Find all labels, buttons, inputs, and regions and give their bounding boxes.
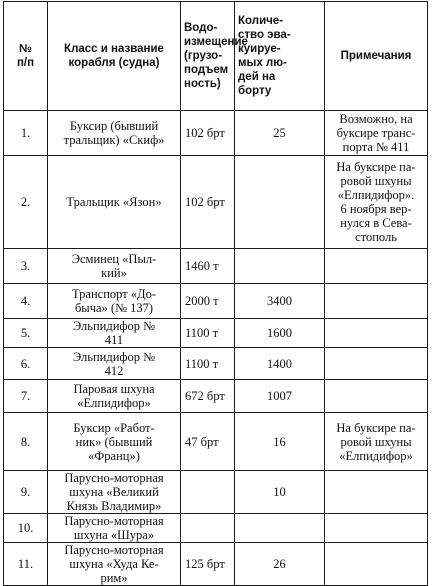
evacuees-count: 26 [235, 543, 325, 586]
header-ship-class-name [48, 2, 181, 111]
text-line: шхуна «Великий [69, 485, 159, 499]
ship-name [48, 249, 181, 284]
row-number: 5. [4, 319, 48, 348]
table-row [4, 543, 428, 586]
evacuees-count [235, 156, 325, 249]
text-line: п/п [16, 57, 35, 69]
text-line: Возможно, на [339, 112, 413, 126]
text-line: «Франц») [88, 448, 140, 463]
ship-displacement: 47 брт [181, 413, 235, 471]
text-line: Парусно-моторная [64, 543, 164, 557]
ship-name [48, 348, 181, 380]
text-line: ство эва- [238, 29, 291, 41]
text-line: дей на [238, 71, 276, 83]
text-line: На буксире па- [336, 420, 416, 435]
ship-name [48, 413, 181, 471]
evacuees-count: 3400 [235, 284, 325, 319]
table-row [4, 111, 428, 156]
table-row [4, 319, 428, 348]
ship-name [48, 471, 181, 514]
text-line: куируе- [238, 43, 281, 55]
text-line: 6 ноября вер- [340, 202, 412, 216]
ship-note [325, 156, 428, 249]
text-line: рим» [100, 571, 128, 585]
text-line: Водо- [184, 22, 218, 34]
text-line: кий» [101, 266, 127, 280]
row-number: 6. [4, 348, 48, 380]
row-number: 10. [4, 514, 48, 543]
text-line: Эльпидифор № [72, 349, 156, 364]
text-line: подъем [184, 64, 229, 76]
text-line: тральщик) «Скиф» [63, 133, 165, 147]
ship-name [48, 319, 181, 348]
table-row [4, 348, 428, 380]
row-number: 4. [4, 284, 48, 319]
text-line: Тральщик «Язон» [66, 195, 162, 209]
text-line: 412 [104, 363, 124, 378]
header-number [4, 2, 48, 111]
table-header-row [4, 2, 428, 111]
row-number: 11. [4, 543, 48, 586]
text-line: «Елпидифор». [337, 188, 415, 202]
text-line: буксире транс- [336, 126, 416, 140]
text-line: ровой шхуны [340, 174, 412, 188]
text-line: «Елпидифор» [339, 448, 413, 463]
row-number: 3. [4, 249, 48, 284]
ship-displacement [181, 471, 235, 514]
evacuees-count: 16 [235, 413, 325, 471]
text-line: (грузо- [184, 50, 223, 62]
ship-displacement: 2000 т [181, 284, 235, 319]
table-row [4, 156, 428, 249]
ship-displacement: 102 брт [181, 156, 235, 249]
row-number: 8. [4, 413, 48, 471]
ship-note [325, 514, 428, 543]
row-number: 2. [4, 156, 48, 249]
text-line: борту [238, 85, 272, 97]
table-row [4, 413, 428, 471]
text-line: № [19, 43, 32, 55]
row-number: 7. [4, 380, 48, 413]
text-line: ровой шхуны [340, 434, 412, 449]
text-line: Транспорт «До- [72, 287, 156, 301]
text-line: нулся в Сева- [340, 216, 412, 230]
ship-note [325, 249, 428, 284]
text-line: Буксир «Работ- [73, 420, 155, 435]
evacuees-count: 1400 [235, 348, 325, 380]
ship-note [325, 111, 428, 156]
ship-displacement: 672 брт [181, 380, 235, 413]
text-line: стополь [355, 230, 397, 244]
ship-note [325, 380, 428, 413]
ship-displacement: 1100 т [181, 319, 235, 348]
evacuees-count: 1007 [235, 380, 325, 413]
ship-note [325, 348, 428, 380]
ship-note [325, 471, 428, 514]
text-line: Парусно-моторная [64, 514, 164, 528]
ship-note [325, 543, 428, 586]
text-line: Примечания [340, 50, 412, 62]
text-line: измещение [184, 36, 248, 48]
text-line: Буксир (бывший [69, 119, 159, 133]
evacuees-count: 10 [235, 471, 325, 514]
table-row [4, 514, 428, 543]
ship-name [48, 111, 181, 156]
text-line: 411 [104, 333, 124, 347]
ship-name [48, 156, 181, 249]
text-line: ник» (бывший [75, 434, 153, 449]
table-row [4, 380, 428, 413]
text-line: Количе- [238, 15, 284, 27]
evacuees-count [235, 249, 325, 284]
header-evacuees-count [235, 2, 325, 111]
text-line: шхуна «Шура» [73, 528, 155, 542]
text-line: Парусно-моторная [64, 471, 164, 485]
text-line: быча» (№ 137) [74, 301, 154, 315]
header-notes [325, 2, 428, 111]
text-line: «Елпидифор» [77, 396, 151, 410]
header-displacement [181, 2, 248, 111]
ship-name [48, 543, 181, 586]
evacuees-count [235, 514, 325, 543]
ship-displacement [181, 514, 235, 543]
text-line: Эсминец «Пыл- [71, 252, 157, 266]
ship-displacement: 125 брт [181, 543, 235, 586]
ship-name [48, 284, 181, 319]
text-line: Класс и название [64, 43, 164, 55]
table-row [4, 249, 428, 284]
ship-note [325, 319, 428, 348]
table-row [4, 284, 428, 319]
text-line: мых лю- [238, 57, 287, 69]
text-line: Эльпидифор № [72, 319, 156, 333]
evacuation-ships-table [3, 1, 428, 586]
ship-name [48, 514, 181, 543]
text-line: Князь Владимир» [66, 499, 162, 513]
ship-displacement: 1100 т [181, 348, 235, 380]
row-number: 1. [4, 111, 48, 156]
ship-displacement: 1460 т [181, 249, 235, 284]
text-line: порта № 411 [342, 140, 410, 154]
text-line: ность) [184, 78, 221, 90]
text-line: корабля (судна) [68, 57, 160, 69]
ship-name [48, 380, 181, 413]
ship-note [325, 413, 428, 471]
evacuees-count: 25 [235, 111, 325, 156]
text-line: шхуна «Худа Ке- [69, 557, 159, 571]
text-line: Паровая шхуна [73, 382, 155, 396]
ship-displacement: 102 брт [181, 111, 235, 156]
text-line: На буксире па- [336, 160, 416, 174]
evacuees-count: 1600 [235, 319, 325, 348]
ship-note [325, 284, 428, 319]
row-number: 9. [4, 471, 48, 514]
table-row [4, 471, 428, 514]
